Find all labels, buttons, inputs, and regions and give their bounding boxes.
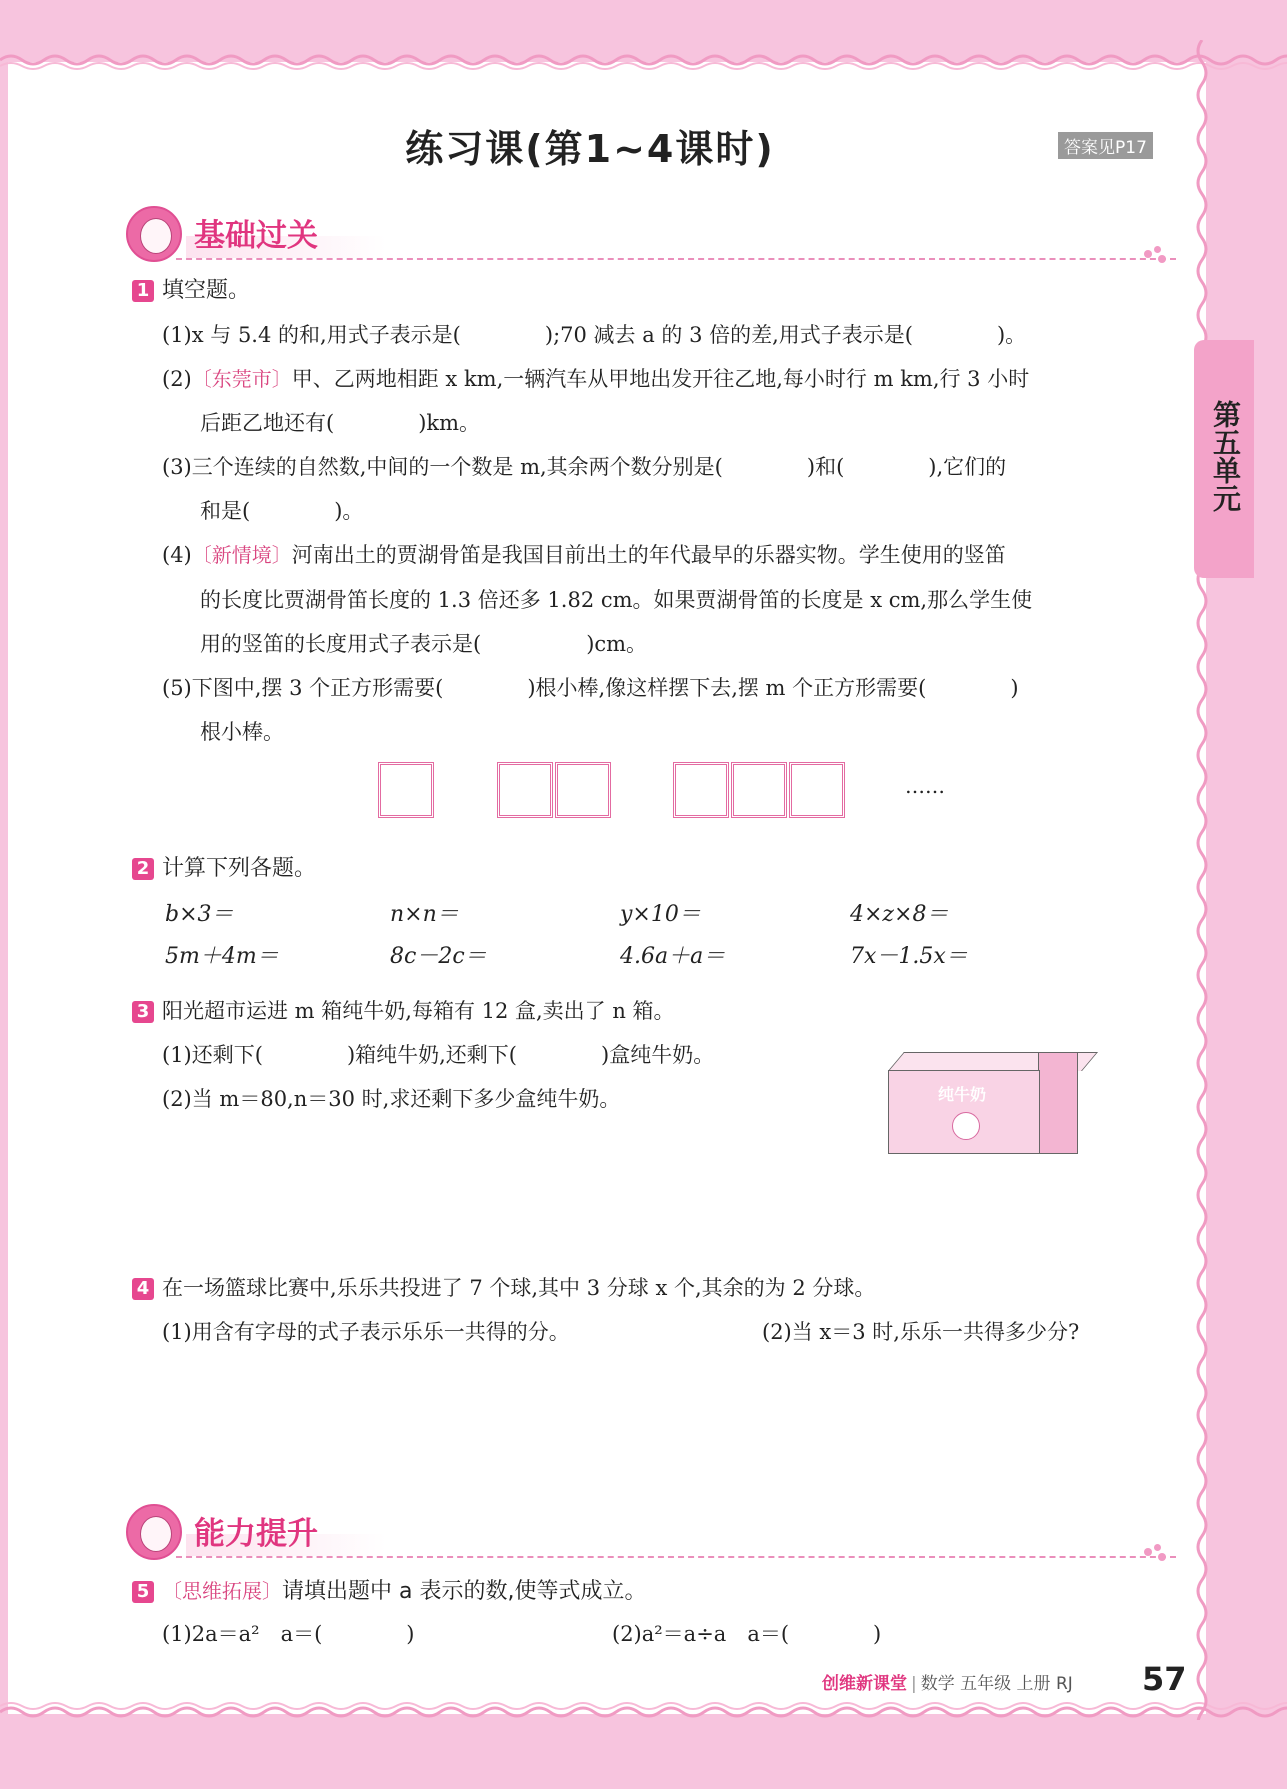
question-1-title: 填空题。 [162,278,251,303]
thinking-extension-tag: 〔思维拓展〕 [162,1579,282,1603]
question-4-title: 在一场篮球比赛中,乐乐共投进了 7 个球,其中 3 分球 x 个,其余的为 2 分球。 [162,1276,876,1300]
square-1-of-1 [378,762,434,818]
milk-box-illustration [886,1050,1090,1156]
page-number: 57 [1142,1660,1187,1698]
q4-line-2: (2)当 x＝3 时,乐乐一共得多少分? [762,1320,1080,1344]
q1-line-6 [162,539,1006,569]
q1-line-9: (5)下图中,摆 3 个正方形需要( )根小棒,像这样摆下去,摆 m 个正方形需要( ) [162,676,1019,700]
q1-line-3: 后距乙地还有( )km。 [200,411,481,435]
calc-item: 5m＋4m＝ [165,944,279,969]
question-number-badge: 4 [132,1278,154,1300]
calc-item: 8c－2c＝ [390,944,487,969]
square-1-of-2 [497,762,553,818]
page-background [8,62,1206,1714]
calc-item: b×3＝ [165,902,234,927]
unit-side-tab [1194,340,1254,578]
unit-side-tab-label: 第五单元 [1209,400,1242,512]
question-2-title: 计算下列各题。 [162,856,317,881]
question-3-heading [132,995,675,1025]
footer-edition: RJ [1055,1674,1073,1694]
square-2-of-3 [731,762,787,818]
top-wave-border [0,48,1287,72]
question-number-badge: 2 [132,858,154,880]
dots-decoration-icon [1144,1544,1170,1560]
q1-part-2-number: (2) [162,367,192,391]
page-title: 练习课(第1~4课时) [405,127,775,171]
q1-line-8: 用的竖笛的长度用式子表示是( )cm。 [200,632,648,656]
section-header-basic [126,206,1176,266]
section-divider [176,258,1176,260]
section-title-advanced: 能力提升 [194,1516,318,1552]
question-5-heading [132,1574,646,1605]
calc-item: n×n＝ [390,902,459,927]
q1-part-2-text: 甲、乙两地相距 x km,一辆汽车从甲地出发开往乙地,每小时行 m km,行 3 小时 [291,367,1030,391]
calc-item: 4×z×8＝ [850,902,949,927]
right-wave-border [1190,40,1214,1720]
answer-reference-badge: 答案见P17 [1058,132,1153,159]
q1-line-1: (1)x 与 5.4 的和,用式子表示是( );70 减去 a 的 3 倍的差,用式子表示是( )。 [162,323,1027,347]
cow-icon [952,1112,980,1140]
question-4-heading [132,1272,875,1302]
question-number-badge: 1 [132,280,154,302]
footer-volume: 上册 [1016,1674,1051,1694]
question-number-badge: 3 [132,1001,154,1023]
question-5-title: 请填出题中 a 表示的数,使等式成立。 [282,1579,647,1604]
milk-box-label: 纯牛奶 [938,1085,987,1104]
calc-item: 7x－1.5x＝ [850,944,968,969]
q5-line-1: (1)2a＝a² a＝( ) [162,1622,415,1646]
calc-item: 4.6a＋a＝ [620,944,726,969]
mascot-icon [126,1504,182,1560]
q1-line-4: (3)三个连续的自然数,中间的一个数是 m,其余两个数分别是( )和( ),它们的 [162,455,1007,479]
bottom-wave-border [0,1702,1287,1726]
question-number-badge: 5 [132,1581,154,1603]
footer-brand: 创维新课堂 [822,1674,907,1694]
continuation-ellipsis: …… [905,774,945,798]
region-tag: 〔东莞市〕 [191,367,292,391]
footer-grade: 五年级 [960,1674,1012,1694]
square-1-of-3 [673,762,729,818]
section-title-basic: 基础过关 [194,218,318,254]
q4-line-1: (1)用含有字母的式子表示乐乐一共得的分。 [162,1320,570,1344]
q1-line-7: 的长度比贾湖骨笛长度的 1.3 倍还多 1.82 cm。如果贾湖骨笛的长度是 x cm,那么学生使 [200,588,1033,612]
question-3-title: 阳光超市运进 m 箱纯牛奶,每箱有 12 盒,卖出了 n 箱。 [162,999,675,1023]
q1-part-4-text: 河南出土的贾湖骨笛是我国目前出土的年代最早的乐器实物。学生使用的竖笛 [291,543,1006,567]
mascot-icon [126,206,182,262]
footer-subject: 数学 [920,1674,955,1694]
square-3-of-3 [789,762,845,818]
new-context-tag: 〔新情境〕 [191,543,292,567]
section-header-advanced [126,1504,1176,1564]
q1-line-5: 和是( )。 [200,499,364,523]
square-2-of-2 [555,762,611,818]
q1-line-2 [162,363,1029,393]
calc-item: y×10＝ [620,902,701,927]
page-footer: 创维新课堂 | 数学 五年级 上册 RJ [822,1674,1073,1694]
section-divider [176,1556,1176,1558]
q3-line-1: (1)还剩下( )箱纯牛奶,还剩下( )盒纯牛奶。 [162,1043,715,1067]
q5-line-2: (2)a²＝a÷a a＝( ) [612,1622,882,1646]
question-1-heading [132,273,250,304]
q1-line-10: 根小棒。 [200,720,284,744]
question-2-heading [132,851,316,882]
q1-part-4-number: (4) [162,543,192,567]
dots-decoration-icon [1144,246,1170,262]
q3-line-2: (2)当 m＝80,n＝30 时,求还剩下多少盒纯牛奶。 [162,1087,621,1111]
